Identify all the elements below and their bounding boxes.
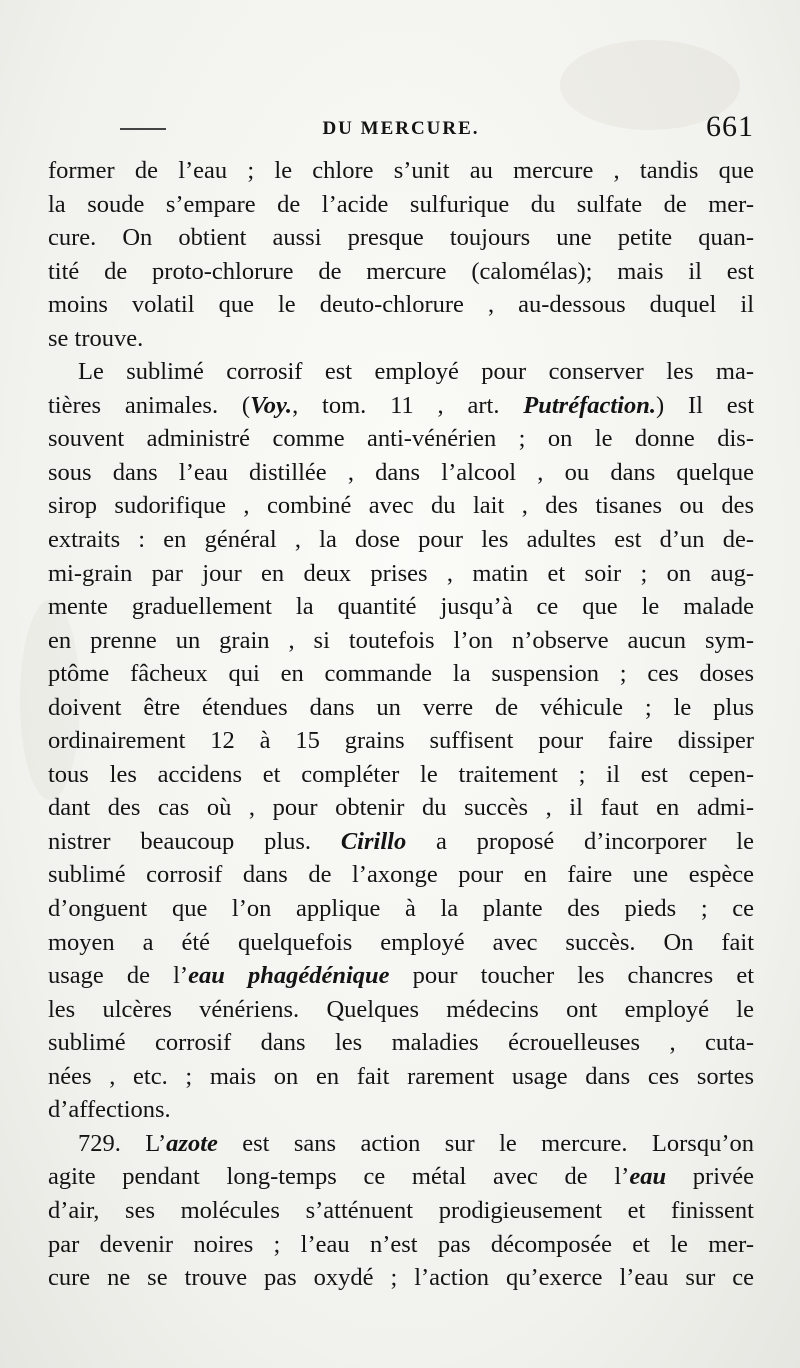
page-number: 661: [706, 110, 754, 143]
text-run: agite pendant long-temps ce métal avec de l’: [48, 1163, 630, 1191]
text-line: [48, 1160, 754, 1194]
running-head: [48, 108, 754, 148]
text-line: nées , etc. ; mais on en fait rarement usage dans ces sortes: [48, 1062, 754, 1090]
italic-run: Cirillo: [340, 827, 407, 855]
text-line: former de l’eau ; le chlore s’unit au mercure , tandis que: [48, 157, 754, 184]
text-line: [48, 825, 754, 859]
text-line: d’onguent que l’on applique à la plante des pieds ; ce: [48, 895, 754, 923]
text-line: tité de proto-chlorure de mercure (calomélas); mais il est: [48, 257, 754, 285]
text-line: mi-grain par jour en deux prises , matin et soir ; on aug-: [48, 559, 754, 587]
text-line: sous dans l’eau distillée , dans l’alcool , ou dans quelque: [48, 458, 754, 486]
text-line: sirop sudorifique , combiné avec du lait , des tisanes ou des: [48, 492, 754, 520]
running-title: DU MERCURE.: [322, 118, 480, 139]
text-line: cure ne se trouve pas oxydé ; l’action qu’exerce l’eau sur ce: [48, 1264, 754, 1292]
text-line: mente graduellement la quantité jusqu’à ce que le malade: [48, 593, 754, 621]
text-line: en prenne un grain , si toutefois l’on n’observe aucun sym-: [48, 626, 754, 654]
text-run: pour toucher les chancres et: [389, 962, 755, 990]
text-line: sublimé corrosif dans les maladies écrouelleuses , cuta-: [48, 1029, 754, 1057]
text-run: privée: [666, 1163, 754, 1191]
text-run: a proposé d’incorporer le: [406, 827, 754, 855]
text-line: tous les accidens et compléter le traitement ; il est cepen-: [48, 760, 754, 788]
paragraph-start-line: [48, 1127, 754, 1161]
text-line: les ulcères vénériens. Quelques médecins ont employé le: [48, 995, 754, 1023]
text-run: usage de l’: [48, 962, 189, 990]
text-line: cure. On obtient aussi presque toujours une petite quan-: [48, 224, 754, 252]
text-line: extraits : en général , la dose pour les adultes est d’un de-: [48, 526, 754, 554]
text-line: se trouve.: [48, 324, 144, 352]
italic-run: eau phagédénique: [188, 962, 390, 990]
text-run: 729. L’: [78, 1129, 167, 1157]
italic-run: Voy.: [250, 391, 293, 419]
text-line: moyen a été quelquefois employé avec succès. On fait: [48, 928, 754, 956]
text-run: est sans action sur le mercure. Lorsqu’on: [217, 1129, 754, 1157]
text-line: ordinairement 12 à 15 grains suffisent pour faire dissiper: [48, 727, 754, 755]
italic-run: Putréfaction.: [523, 391, 656, 419]
italic-run: azote: [166, 1129, 218, 1157]
text-line: d’affections.: [48, 1096, 171, 1124]
text-run: ) Il est: [656, 391, 755, 419]
text-run: , tom. 11 , art.: [292, 391, 524, 419]
text-line: ptôme fâcheux qui en commande la suspension ; ces doses: [48, 660, 754, 688]
text-run: nistrer beaucoup plus.: [48, 827, 341, 855]
text-line: doivent être étendues dans un verre de véhicule ; le plus: [48, 693, 754, 721]
text-line: par devenir noires ; l’eau n’est pas décomposée et le mer-: [48, 1230, 754, 1258]
text-line: d’air, ses molécules s’atténuent prodigieusement et finissent: [48, 1196, 754, 1224]
body-text: [48, 154, 754, 1295]
text-line: sublimé corrosif dans de l’axonge pour en faire une espèce: [48, 861, 754, 889]
text-run: tières animales. (: [48, 391, 251, 419]
text-line: [48, 389, 754, 423]
text-line: la soude s’empare de l’acide sulfurique du sulfate de mer-: [48, 190, 754, 218]
italic-run: eau: [629, 1163, 667, 1191]
text-line: moins volatil que le deuto-chlorure , au-dessous duquel il: [48, 291, 754, 319]
paragraph-start-line: Le sublimé corrosif est employé pour conserver les ma-: [78, 358, 754, 386]
text-line: dant des cas où , pour obtenir du succès , il faut en admi-: [48, 794, 754, 822]
text-line: [48, 959, 754, 993]
text-line: souvent administré comme anti-vénérien ; on le donne dis-: [48, 425, 754, 453]
